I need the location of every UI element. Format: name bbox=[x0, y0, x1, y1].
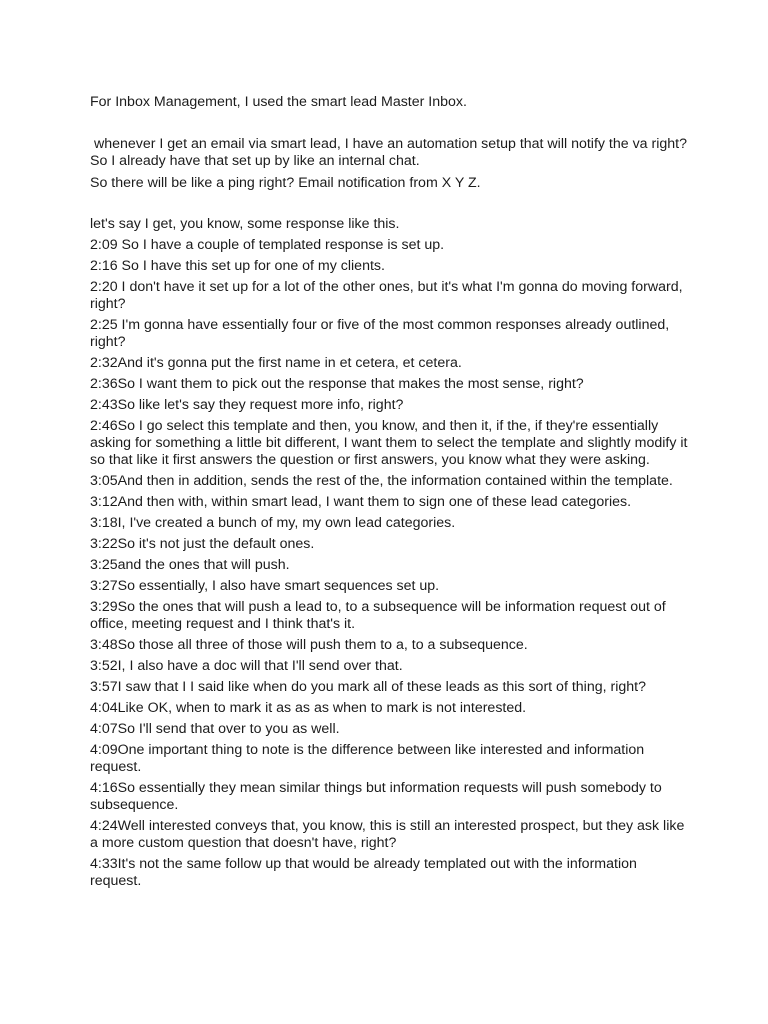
transcript-line: 2:09 So I have a couple of templated response is set up. bbox=[90, 237, 445, 253]
transcript-line: 2:16 So I have this set up for one of my clients. bbox=[90, 258, 385, 274]
transcript-line: 4:04Like OK, when to mark it as as as when to mark is not interested. bbox=[90, 700, 527, 716]
transcript-line: 4:24Well interested conveys that, you know, this is still an interested prospect, but they ask like a more custom question that doesn't have, right? bbox=[90, 818, 689, 851]
transcript-line: 4:33It's not the same follow up that would be already templated out with the information request. bbox=[90, 856, 641, 889]
transcript-line: 2:36So I want them to pick out the response that makes the most sense, right? bbox=[90, 376, 584, 392]
transcript-line: 4:07So I'll send that over to you as well. bbox=[90, 721, 340, 737]
transcript-line: let's say I get, you know, some response like this. bbox=[90, 216, 400, 232]
transcript-block bbox=[90, 216, 690, 894]
intro-paragraph-2 bbox=[90, 136, 690, 170]
transcript-line: 2:20 I don't have it set up for a lot of the other ones, but it's what I'm gonna do moving forward, right? bbox=[90, 279, 687, 312]
transcript-line: 3:22So it's not just the default ones. bbox=[90, 536, 315, 552]
transcript-line: 3:27So essentially, I also have smart sequences set up. bbox=[90, 578, 440, 594]
intro-line: whenever I get an email via smart lead, I have an automation setup that will notify the va right? So I already have that set up by like an internal chat. bbox=[90, 136, 691, 169]
intro-line: So there will be like a ping right? Email notification from X Y Z. bbox=[90, 175, 481, 191]
intro-paragraph-1 bbox=[90, 94, 690, 111]
transcript-line: 2:25 I'm gonna have essentially four or five of the most common responses already outlined, right? bbox=[90, 317, 674, 350]
transcript-line: 3:18I, I've created a bunch of my, my own lead categories. bbox=[90, 515, 456, 531]
transcript-line: 3:05And then in addition, sends the rest of the, the information contained within the template. bbox=[90, 473, 673, 489]
transcript-line: 3:52I, I also have a doc will that I'll send over that. bbox=[90, 658, 403, 674]
transcript-line: 2:43So like let's say they request more info, right? bbox=[90, 397, 404, 413]
intro-line: For Inbox Management, I used the smart lead Master Inbox. bbox=[90, 94, 467, 110]
transcript-line: 3:48So those all three of those will push them to a, to a subsequence. bbox=[90, 637, 528, 653]
transcript-line: 3:29So the ones that will push a lead to, to a subsequence will be information request out of office, meeting request and I think that's it. bbox=[90, 599, 670, 632]
transcript-line: 3:12And then with, within smart lead, I want them to sign one of these lead categories. bbox=[90, 494, 632, 510]
transcript-line: 4:09One important thing to note is the difference between like interested and information request. bbox=[90, 742, 649, 775]
transcript-line: 3:57I saw that I I said like when do you mark all of these leads as this sort of thing, right? bbox=[90, 679, 646, 695]
transcript-line: 2:46So I go select this template and then, you know, and then it, if the, if they're essentially asking for something a little bit different, I want them to select the template and slightly modify it so that like it first answers the question or first answers, you know what they were asking. bbox=[90, 418, 692, 468]
intro-paragraph-3 bbox=[90, 175, 690, 192]
transcript-line: 4:16So essentially they mean similar things but information requests will push somebody to subsequence. bbox=[90, 780, 666, 813]
transcript-line: 3:25and the ones that will push. bbox=[90, 557, 290, 573]
transcript-line: 2:32And it's gonna put the first name in et cetera, et cetera. bbox=[90, 355, 462, 371]
